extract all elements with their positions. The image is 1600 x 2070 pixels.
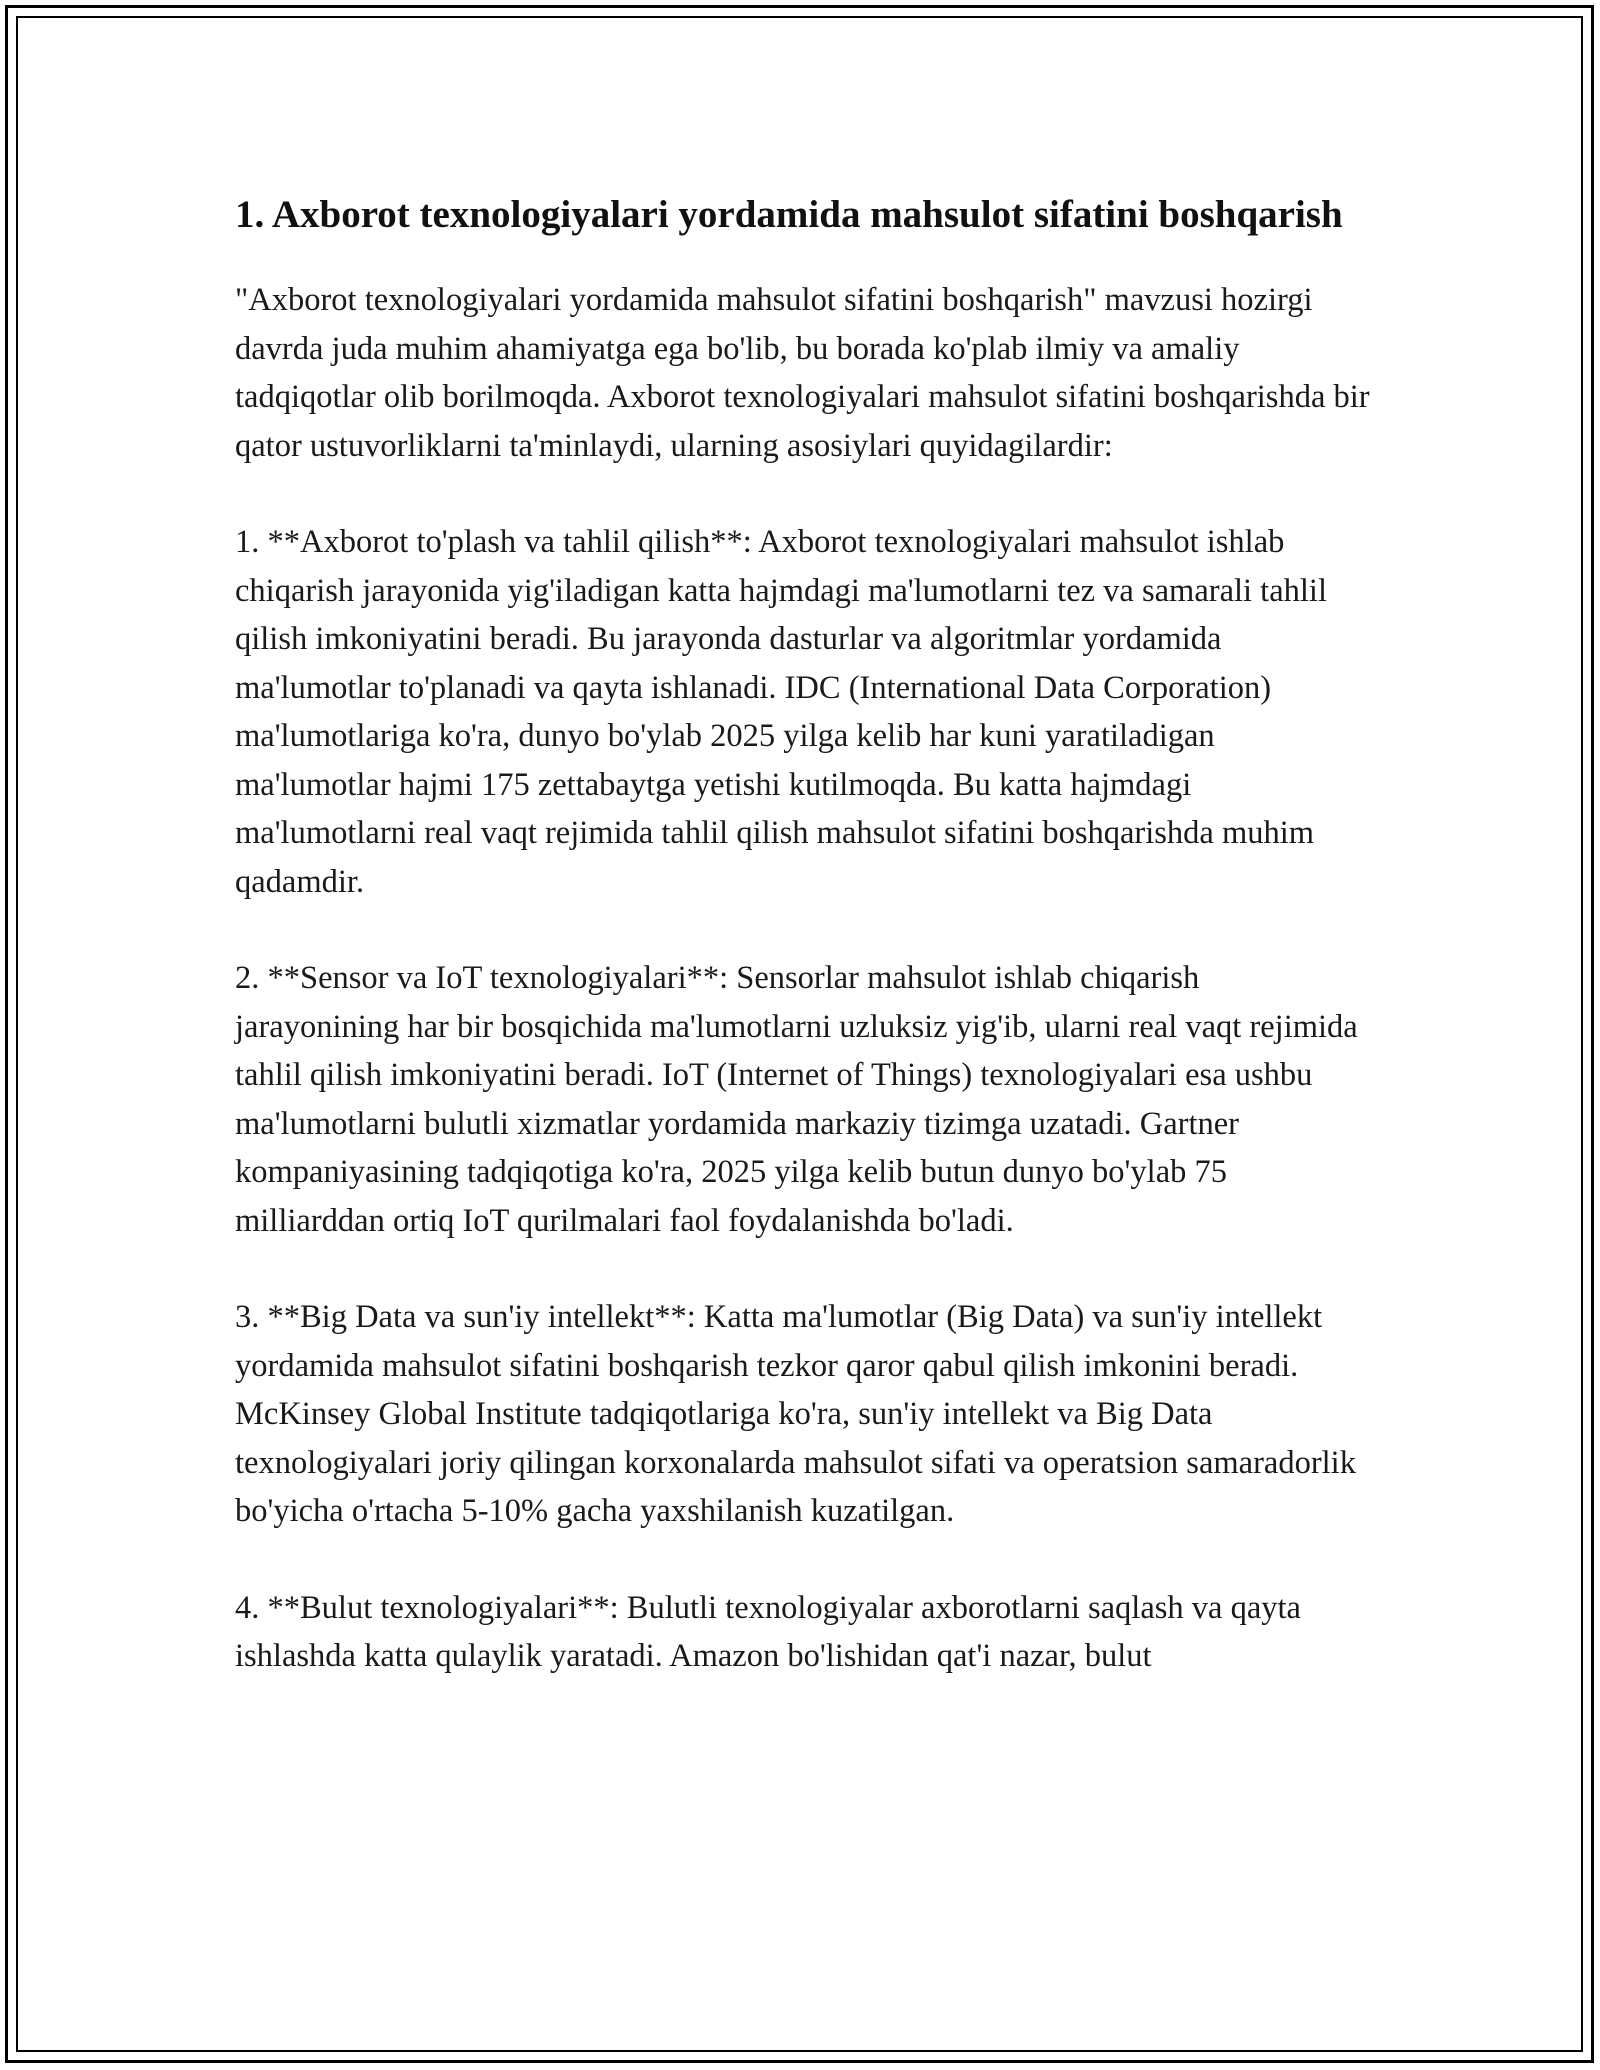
list-item-data-analysis: 1. **Axborot to'plash va tahlil qilish**: Axborot texnologiyalari mahsulot ishlab chiqarish jarayonida yig'iladigan katta hajmdagi ma'lumotlarni tez va samarali tahlil qilish imkoniyatini beradi. Bu jarayonda dasturlar va algoritmlar yordamida ma'lumotlar to'planadi va qayta ishlanadi. IDC (International Data Corporation) ma'lumotlariga ko'ra, dunyo bo'ylab 2025 yilga kelib har kuni yaratiladigan ma'lumotlar hajmi 175 zettabaytga yetishi kutilmoqda. Bu katta hajmdagi ma'lumotlarni real vaqt rejimida tahlil qilish mahsulot sifatini boshqarishda muhim qadamdir. [235,524,1327,900]
section-heading: 1. Axborot texnologiyalari yordamida mahsulot sifatini boshqarish [235,193,1343,236]
list-item-cloud: 4. **Bulut texnologiyalari**: Bulutli texnologiyalar axborotlarni saqlash va qayta ishlashda katta qulaylik yaratadi. Amazon bo'lishidan qat'i nazar, bulut [235,1589,1301,1674]
document-body [235,188,1370,1729]
intro-paragraph: "Axborot texnologiyalari yordamida mahsulot sifatini boshqarish" mavzusi hozirgi davrda juda muhim ahamiyatga ega bo'lib, bu borada ko'plab ilmiy va amaliy tadqiqotlar olib borilmoqda. Axborot texnologiyalari mahsulot sifatini boshqarishda bir qator ustuvorliklarni ta'minlaydi, ularning asosiylari quyidagilardir: [235,282,1370,464]
list-item-sensor-iot: 2. **Sensor va IoT texnologiyalari**: Sensorlar mahsulot ishlab chiqarish jarayonining har bir bosqichida ma'lumotlarni uzluksiz yig'ib, ularni real vaqt rejimida tahlil qilish imkoniyatini beradi. IoT (Internet of Things) texnologiyalari esa ushbu ma'lumotlarni bulutli xizmatlar yordamida markaziy tizimga uzatadi. Gartner kompaniyasining tadqiqotiga ko'ra, 2025 yilga kelib butun dunyo bo'ylab 75 milliarddan ortiq IoT qurilmalari faol foydalanishda bo'ladi. [235,960,1358,1239]
list-item-big-data-ai: 3. **Big Data va sun'iy intellekt**: Katta ma'lumotlar (Big Data) va sun'iy intellekt yordamida mahsulot sifatini boshqarish tezkor qaror qabul qilish imkonini beradi. McKinsey Global Institute tadqiqotlariga ko'ra, sun'iy intellekt va Big Data texnologiyalari joriy qilingan korxonalarda mahsulot sifati va operatsion samaradorlik bo'yicha o'rtacha 5-10% gacha yaxshilanish kuzatilgan. [235,1299,1356,1529]
